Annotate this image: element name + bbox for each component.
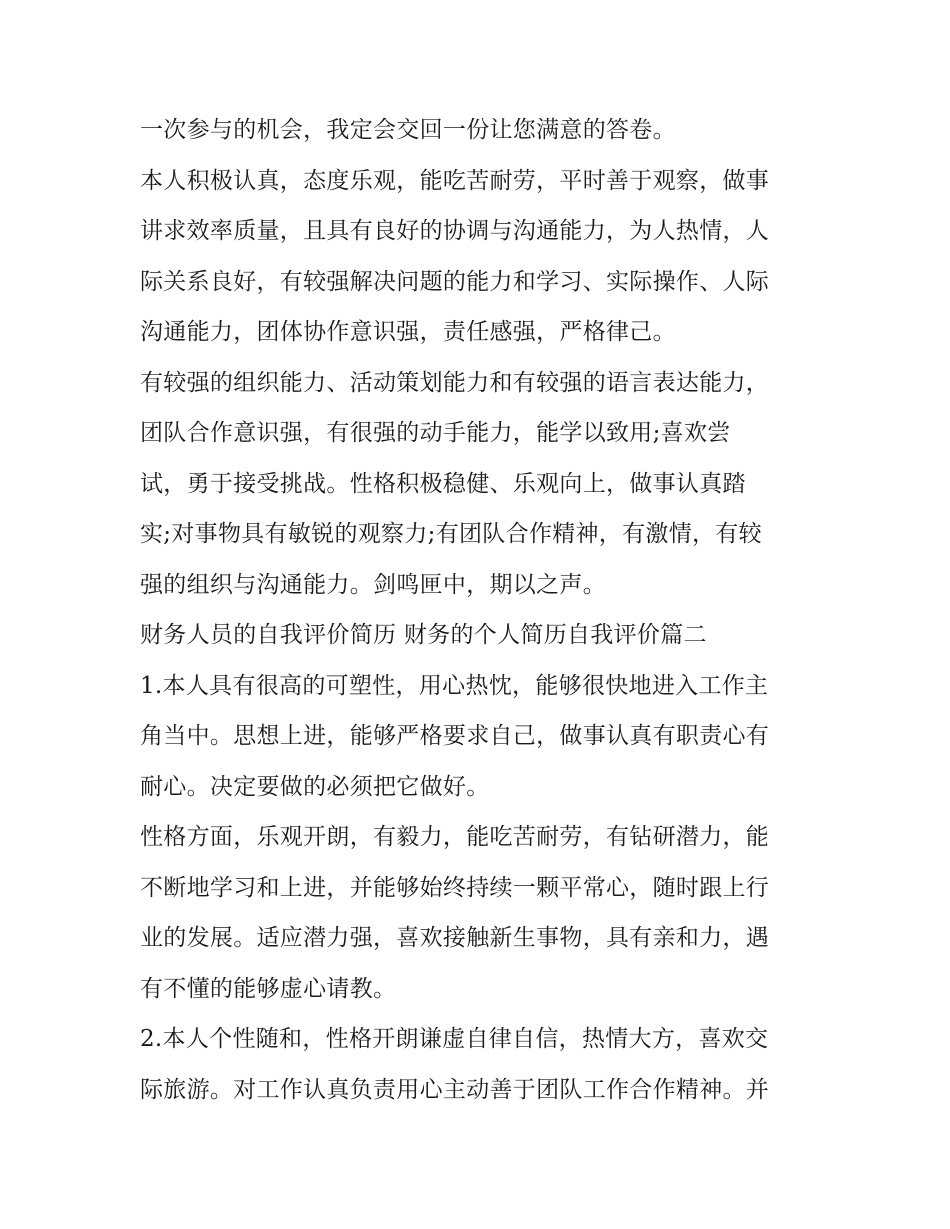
text-line: 不断地学习和上进，并能够始终持续一颗平常心，随时跟上行 <box>140 875 770 901</box>
text-line: 1.本人具有很高的可塑性，用心热忱，能够很快地进入工作主 <box>140 673 769 699</box>
text-line: 讲求效率质量，且具有良好的协调与沟通能力，为人热情，人 <box>140 218 770 244</box>
text-line: 试，勇于接受挑战。性格积极稳健、乐观向上，做事认真踏 <box>140 471 746 497</box>
text-line: 际关系良好，有较强解决问题的能力和学习、实际操作、人际 <box>140 269 770 295</box>
text-line: 业的发展。适应潜力强，喜欢接触新生事物，具有亲和力，遇 <box>140 925 770 951</box>
text-line: 2.本人个性随和，性格开朗谦虚自律自信，热情大方，喜欢交 <box>140 1026 769 1052</box>
text-line: 角当中。思想上进，能够严格要求自己，做事认真有职责心有 <box>140 723 770 749</box>
text-line: 强的组织与沟通能力。剑鸣匣中，期以之声。 <box>140 572 606 598</box>
text-line: 耐心。决定要做的必须把它做好。 <box>140 774 490 800</box>
text-line: 有较强的组织能力、活动策划能力和有较强的语言表达能力， <box>140 370 770 396</box>
text-line: 一次参与的机会，我定会交回一份让您满意的答卷。 <box>140 117 676 143</box>
text-line: 有不懂的能够虚心请教。 <box>140 976 397 1002</box>
text-line: 际旅游。对工作认真负责用心主动善于团队工作合作精神。并 <box>140 1077 770 1103</box>
text-line: 性格方面，乐观开朗，有毅力，能吃苦耐劳，有钻研潜力，能 <box>140 824 770 850</box>
text-line: 团队合作意识强，有很强的动手能力，能学以致用;喜欢尝 <box>140 420 731 446</box>
section-heading: 财务人员的自我评价简历 财务的个人简历自我评价篇二 <box>140 622 707 648</box>
text-line: 实;对事物具有敏锐的观察力;有团队合作精神，有激情，有较 <box>140 521 762 547</box>
text-line: 沟通能力，团体协作意识强，责任感强，严格律己。 <box>140 319 676 345</box>
text-line: 本人积极认真，态度乐观，能吃苦耐劳，平时善于观察，做事 <box>140 168 770 194</box>
